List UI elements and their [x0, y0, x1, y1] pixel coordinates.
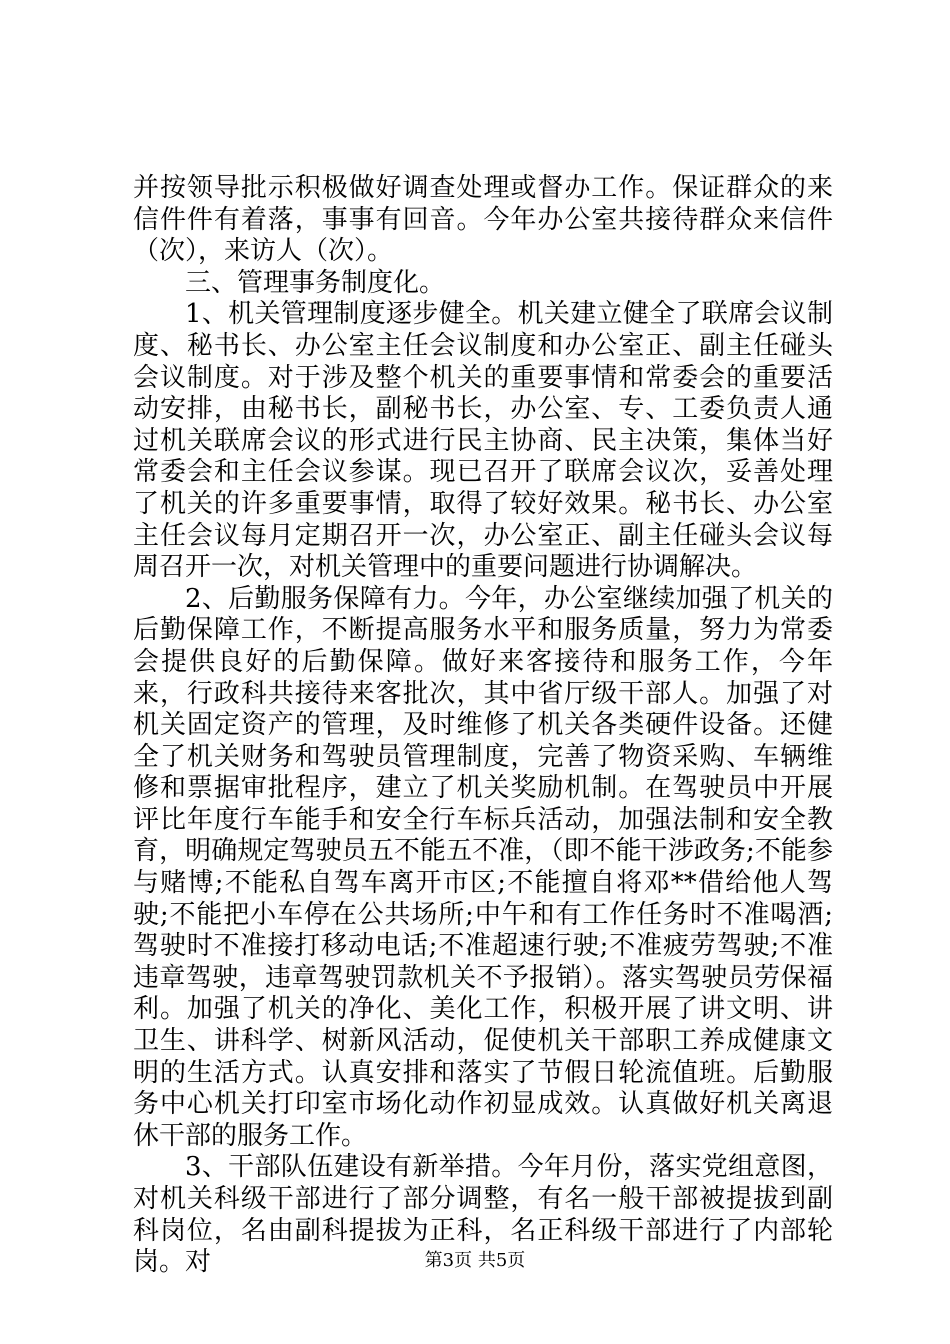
paragraph-3: 1、机关管理制度逐步健全。机关建立健全了联席会议制度、秘书长、办公室主任会议制度和办公室正、副主任碰头会议制度。对于涉及整个机关的重要事情和常委会的重要活动安排，由秘书长，副秘书长，办公室、专、工委负责人通过机关联席会议的形式进行民主协商、民主决策，集体当好常委会和主任会议参谋。现已召开了联席会议次，妥善处理了机关的许多重要事情，取得了较好效果。秘书长、办公室主任会议每月定期召开一次，办公室正、副主任碰头会议每周召开一次，对机关管理中的重要问题进行协调解决。 [133, 299, 833, 583]
document-body [133, 173, 833, 1279]
paragraph-5: 3、干部队伍建设有新举措。今年月份，落实党组意图，对机关科级干部进行了部分调整，有名一般干部被提拔到副科岗位，名由副科提拔为正科，名正科级干部进行了内部轮岗。对 [133, 1152, 833, 1278]
page-footer [0, 1250, 950, 1272]
paragraph-4: 2、后勤服务保障有力。今年，办公室继续加强了机关的后勤保障工作，不断提高服务水平和服务质量，努力为常委会提供良好的后勤保障。做好来客接待和服务工作，今年来，行政科共接待来客批次，其中省厅级干部人。加强了对机关固定资产的管理，及时维修了机关各类硬件设备。还健全了机关财务和驾驶员管理制度，完善了物资采购、车辆维修和票据审批程序，建立了机关奖励机制。在驾驶员中开展评比年度行车能手和安全行车标兵活动，加强法制和安全教育，明确规定驾驶员五不能五不准，（即不能干涉政务;不能参与赌博;不能私自驾车离开市区;不能擅自将邓**借给他人驾驶;不能把小车停在公共场所;中午和有工作任务时不准喝酒;驾驶时不准接打移动电话;不准超速行驶;不准疲劳驾驶;不准违章驾驶，违章驾驶罚款机关不予报销）。落实驾驶员劳保福利。加强了机关的净化、美化工作，积极开展了讲文明、讲卫生、讲科学、树新风活动，促使机关干部职工养成健康文明的生活方式。认真安排和落实了节假日轮流值班。后勤服务中心机关打印室市场化动作初显成效。认真做好机关离退休干部的服务工作。 [133, 583, 833, 1151]
page-number-label: 第3页 共5页 [424, 1250, 526, 1271]
paragraph-1: 并按领导批示积极做好调查处理或督办工作。保证群众的来信件件有着落，事事有回音。今年办公室共接待群众来信件（次），来访人（次）。 [133, 173, 833, 267]
paragraph-2: 三、管理事务制度化。 [185, 267, 446, 298]
